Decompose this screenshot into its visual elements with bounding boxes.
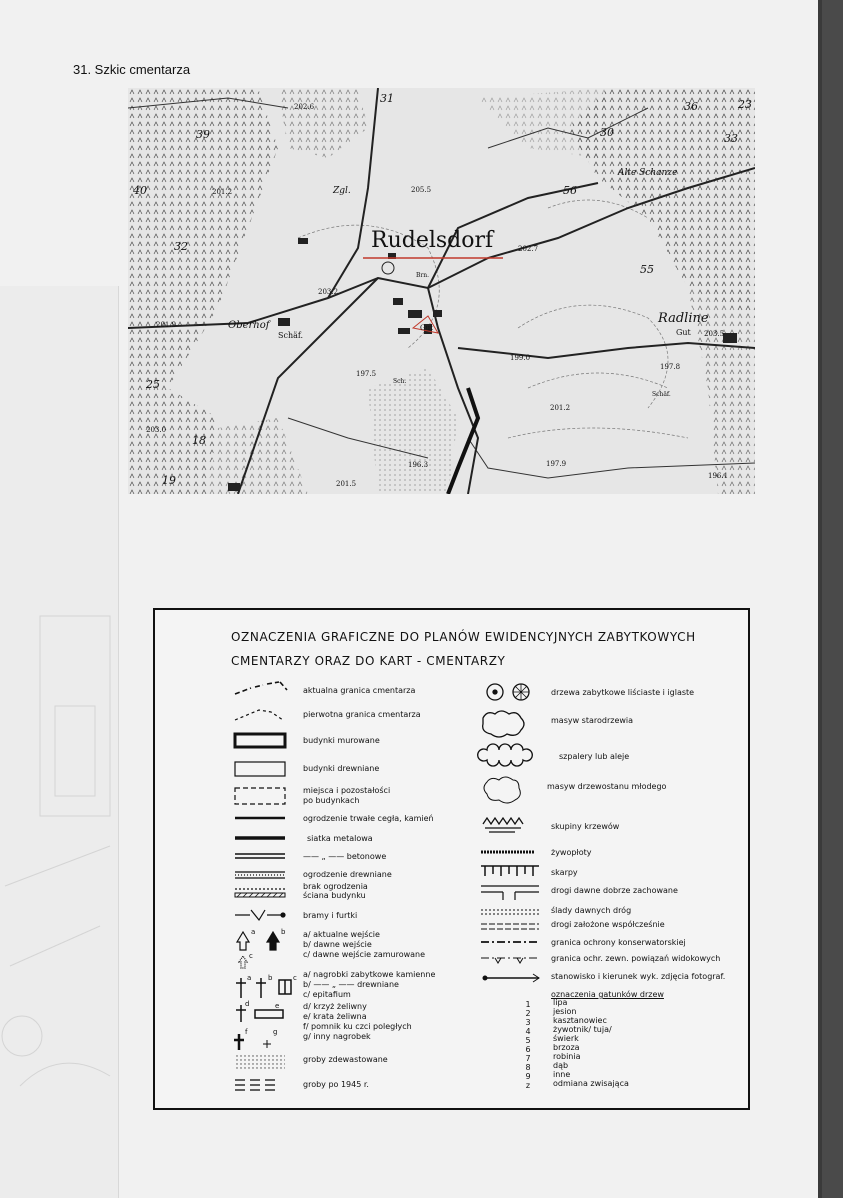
species-number: 2 bbox=[525, 1009, 531, 1018]
map-drawing bbox=[128, 88, 755, 494]
map-label-sch2: Schäf. bbox=[652, 391, 671, 398]
legend-title-line2: CMENTARZY ORAZ DO KART - CMENTARZY bbox=[231, 654, 506, 668]
map-height: 203.2 bbox=[318, 288, 339, 296]
species-name: żywotnik/ tuja/ bbox=[553, 1025, 612, 1034]
legend-label: budynki murowane bbox=[303, 736, 380, 745]
legend-label: d/ krzyż żeliwny bbox=[303, 1002, 367, 1011]
symbol-letter-c: c bbox=[249, 952, 253, 960]
legend-label: granica ochr. zewn. powiązań widokowych bbox=[551, 954, 721, 963]
legend-label: szpalery lub aleje bbox=[559, 752, 630, 761]
map-num: 36 bbox=[684, 100, 698, 113]
map-num: 55 bbox=[640, 263, 654, 276]
map-height: 205.5 bbox=[411, 186, 432, 194]
symbol-letter-f: f bbox=[245, 1028, 248, 1036]
map-label-gut-village: Gut bbox=[420, 324, 433, 332]
species-name: lipa bbox=[553, 998, 568, 1007]
map-height: 197.8 bbox=[660, 363, 681, 371]
map-height: 203.5 bbox=[704, 330, 725, 338]
map-num: 39 bbox=[196, 128, 210, 141]
species-number: 3 bbox=[525, 1018, 531, 1027]
legend-label: masyw drzewostanu młodego bbox=[547, 782, 667, 791]
legend-label: ogrodzenie drewniane bbox=[303, 870, 392, 879]
species-number: 9 bbox=[525, 1072, 531, 1081]
species-number: 6 bbox=[525, 1045, 531, 1054]
map-label-schaf: Schäf. bbox=[278, 331, 304, 340]
legend-label: po budynkach bbox=[303, 796, 360, 805]
map-label-brn: Brn. bbox=[416, 272, 430, 279]
map-label-gut: Gut bbox=[676, 328, 691, 337]
legend-label: drogi założone współcześnie bbox=[551, 920, 665, 929]
legend-label: ślady dawnych dróg bbox=[551, 906, 632, 915]
legend-label: granica ochrony konserwatorskiej bbox=[551, 938, 686, 947]
symbol-letter-b: b bbox=[281, 928, 286, 936]
legend-label: drzewa zabytkowe liściaste i iglaste bbox=[551, 688, 695, 697]
species-name: kasztanowiec bbox=[553, 1016, 607, 1025]
map-town-name: Rudelsdorf bbox=[371, 228, 494, 253]
map-height: 203.0 bbox=[146, 426, 167, 434]
map-num: 23 bbox=[738, 98, 752, 111]
symbol-letter-a2: a bbox=[247, 974, 252, 982]
legend-label: b/ dawne wejście bbox=[303, 940, 372, 949]
species-number: 8 bbox=[525, 1063, 531, 1072]
legend-label: bramy i furtki bbox=[303, 911, 358, 920]
legend-symbols bbox=[155, 610, 748, 1108]
legend-label: pierwotna granica cmentarza bbox=[303, 710, 421, 719]
legend-label: masyw starodrzewia bbox=[551, 716, 634, 725]
species-number: 4 bbox=[525, 1027, 531, 1036]
map-height: 201.2 bbox=[212, 188, 233, 196]
map-num: 25 bbox=[146, 378, 160, 391]
species-number: 1 bbox=[525, 1000, 531, 1009]
symbol-letter-d: d bbox=[245, 1000, 250, 1008]
legend-label: ściana budynku bbox=[303, 891, 366, 900]
legend-label: c/ dawne wejście zamurowane bbox=[303, 950, 426, 959]
legend-label: b/ —— „ —— drewniane bbox=[303, 980, 399, 989]
species-name: brzoza bbox=[553, 1043, 580, 1052]
map-height: 201.5 bbox=[336, 480, 357, 488]
species-number: 5 bbox=[525, 1036, 531, 1045]
species-name: jesion bbox=[553, 1007, 577, 1016]
map-height: 201.9 bbox=[156, 321, 177, 329]
legend-label: drogi dawne dobrze zachowane bbox=[551, 886, 678, 895]
symbol-letter-c2: c bbox=[293, 974, 297, 982]
legend-label: groby po 1945 r. bbox=[303, 1080, 369, 1089]
historic-map bbox=[128, 88, 755, 494]
map-height: 197.5 bbox=[356, 370, 377, 378]
symbol-letter-a: a bbox=[251, 928, 256, 936]
legend-box bbox=[153, 608, 750, 1110]
map-label-sch: Sch. bbox=[393, 378, 407, 385]
species-number: z bbox=[525, 1081, 531, 1090]
legend-label: e/ krata żeliwna bbox=[303, 1012, 367, 1021]
species-name: świerk bbox=[553, 1034, 579, 1043]
map-num: 32 bbox=[174, 240, 188, 253]
legend-label: groby zdewastowane bbox=[303, 1055, 388, 1064]
map-label-alte-schanze: Alte Schanze bbox=[618, 168, 678, 178]
map-num: 33 bbox=[724, 132, 738, 145]
legend-label: żywopłoty bbox=[551, 848, 592, 857]
map-height: 197.9 bbox=[546, 460, 567, 468]
map-label-zgl: Zgl. bbox=[333, 186, 351, 196]
legend-title-line1: OZNACZENIA GRAFICZNE DO PLANÓW EWIDENCYJNYCH ZABYTKOWYCH bbox=[231, 630, 696, 644]
legend-label: ogrodzenie trwałe cegła, kamień bbox=[303, 814, 434, 823]
legend-label: siatka metalowa bbox=[307, 834, 373, 843]
species-name: robinia bbox=[553, 1052, 581, 1061]
species-name: dąb bbox=[553, 1061, 569, 1070]
symbol-letter-g: g bbox=[273, 1028, 278, 1036]
legend-label: a/ nagrobki zabytkowe kamienne bbox=[303, 970, 436, 979]
legend-label: brak ogrodzenia bbox=[303, 882, 368, 891]
page-edge-dark bbox=[822, 0, 843, 1198]
map-height: 196.3 bbox=[408, 461, 429, 469]
map-num: 56 bbox=[563, 184, 577, 197]
map-height: 202.6 bbox=[294, 103, 315, 111]
bleed-through-panel bbox=[0, 286, 119, 1198]
legend-label: budynki drewniane bbox=[303, 764, 380, 773]
legend-label: —— „ —— betonowe bbox=[303, 852, 387, 861]
legend-label: g/ inny nagrobek bbox=[303, 1032, 371, 1041]
map-num: 31 bbox=[380, 92, 394, 105]
legend-label: stanowisko i kierunek wyk. zdjęcia fotograf. bbox=[551, 972, 726, 981]
species-number: 7 bbox=[525, 1054, 531, 1063]
map-height: 199.0 bbox=[510, 354, 531, 362]
bleed-through-sketch bbox=[0, 286, 118, 1198]
species-heading: oznaczenia gatunków drzew bbox=[551, 990, 664, 999]
legend-label: skupiny krzewów bbox=[551, 822, 620, 831]
symbol-letter-e: e bbox=[275, 1002, 280, 1010]
map-num: 19 bbox=[162, 474, 176, 487]
map-height: 202.7 bbox=[518, 245, 539, 253]
map-height: 196.1 bbox=[708, 472, 729, 480]
species-name: odmiana zwisająca bbox=[553, 1079, 629, 1088]
map-num: 18 bbox=[192, 434, 206, 447]
map-num: 30 bbox=[600, 126, 614, 139]
map-height: 201.2 bbox=[550, 404, 571, 412]
species-name: inne bbox=[553, 1070, 571, 1079]
map-num: 40 bbox=[133, 184, 147, 197]
legend-label: a/ aktualne wejście bbox=[303, 930, 380, 939]
legend-label: miejsca i pozostałości bbox=[303, 786, 391, 795]
legend-label: aktualna granica cmentarza bbox=[303, 686, 416, 695]
legend-label: f/ pomnik ku czci poległych bbox=[303, 1022, 412, 1031]
legend-label: c/ epitafium bbox=[303, 990, 351, 999]
map-label-radline: Radline bbox=[658, 311, 709, 326]
map-label-oberhof: Oberhof bbox=[228, 320, 270, 331]
figure-caption: 31. Szkic cmentarza bbox=[73, 62, 191, 77]
symbol-letter-b2: b bbox=[268, 974, 273, 982]
legend-label: skarpy bbox=[551, 868, 578, 877]
